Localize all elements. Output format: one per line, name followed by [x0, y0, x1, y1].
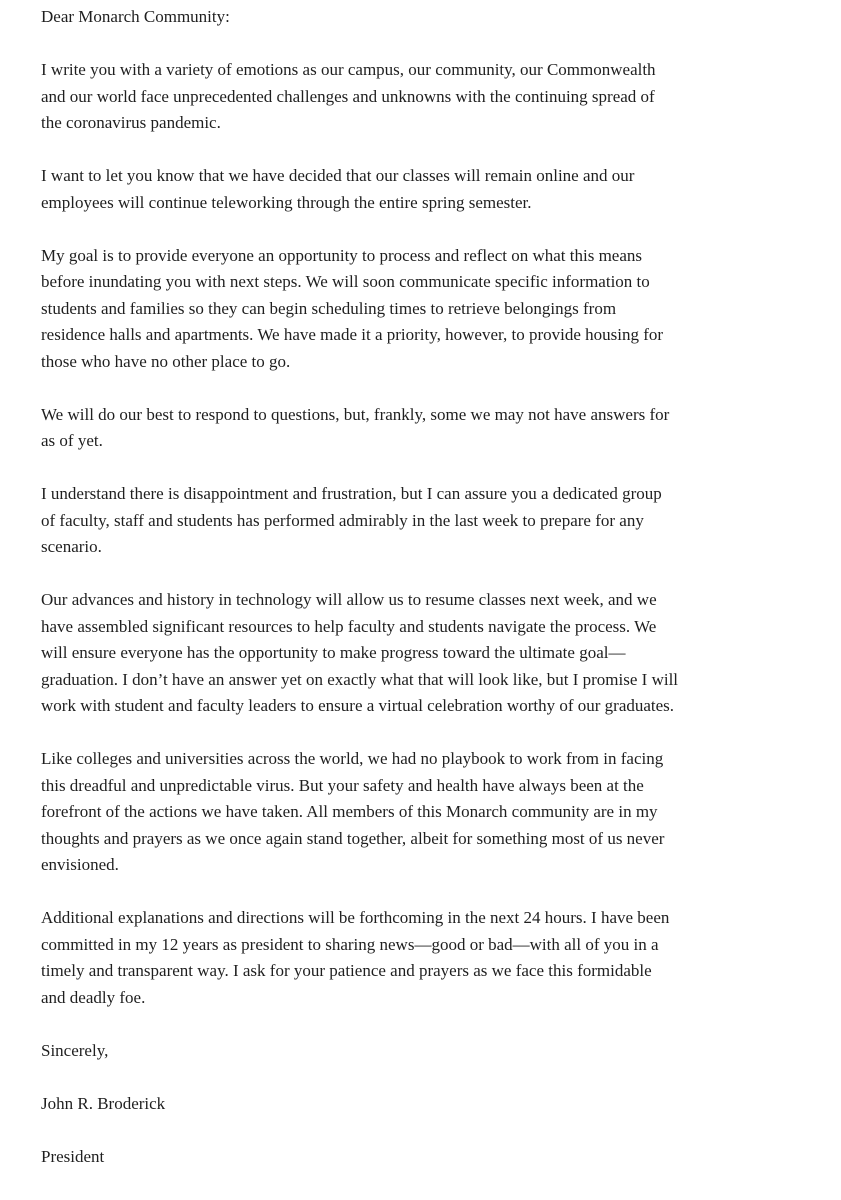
closing: Sincerely,	[41, 1040, 109, 1060]
paragraph-forthcoming: Additional explanations and directions will be forthcoming in the next 24 hours. I have been committed in my 12 years as president to sharing news—good or bad—with all of you in a timely and transparent way. I ask for your patience and prayers as we face this formidable and deadly foe.	[41, 908, 670, 1007]
paragraph-intro: I write you with a variety of emotions as our campus, our community, our Commonwealth and our world face unprecedented challenges and unknowns with the continuing spread of the coronavirus pandemic.	[41, 60, 656, 132]
paragraph-disappointment: I understand there is disappointment and frustration, but I can assure you a dedicated group of faculty, staff and students has performed admirably in the last week to prepare for any scenario.	[41, 484, 662, 556]
paragraph-safety: Like colleges and universities across the world, we had no playbook to work from in facing this dreadful and unpredictable virus. But your safety and health have always been at the forefront of the actions we have taken. All members of this Monarch community are in my thoughts and prayers as we once again stand together, albeit for something most of us never envisioned.	[41, 749, 665, 874]
salutation: Dear Monarch Community:	[41, 7, 230, 26]
paragraph-technology: Our advances and history in technology will allow us to resume classes next week, and we have assembled significant resources to help faculty and students navigate the process. We will ensure everyone has the opportunity to make progress toward the ultimate goal— graduation. I don’t have an answer yet on exactly what that will look like, but I promise I will work with student and faculty leaders to ensure a virtual celebration worthy of our graduates.	[41, 590, 679, 715]
signer-name: John R. Broderick	[41, 1093, 166, 1113]
paragraph-questions: We will do our best to respond to questions, but, frankly, some we may not have answers for as of yet.	[41, 404, 670, 450]
signer-title: President	[41, 1146, 105, 1166]
letter-body	[41, 4, 741, 1170]
paragraph-online-classes: I want to let you know that we have decided that our classes will remain online and our employees will continue teleworking through the entire spring semester.	[41, 166, 635, 212]
paragraph-next-steps: My goal is to provide everyone an opportunity to process and reflect on what this means before inundating you with next steps. We will soon communicate specific information to students and families so they can begin scheduling times to retrieve belongings from residence halls and apartments. We have made it a priority, however, to provide housing for those who have no other place to go.	[41, 245, 664, 371]
